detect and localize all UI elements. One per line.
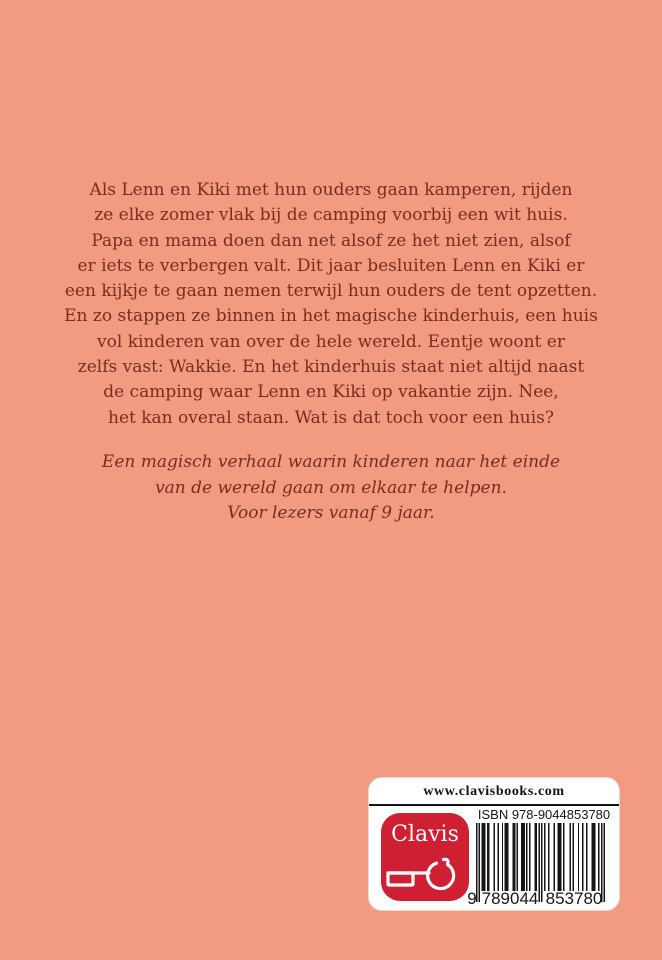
blurb-line: een kijkje te gaan nemen terwijl hun ouders de tent opzetten.	[64, 281, 598, 302]
ean-barcode	[464, 823, 605, 907]
svg-text:789044: 789044	[481, 889, 539, 907]
blurb-line: de camping waar Lenn en Kiki op vakantie zijn. Nee,	[103, 382, 559, 403]
blurb-line: het kan overal staan. Wat is dat toch voor een huis?	[108, 407, 554, 428]
svg-text:853780: 853780	[545, 889, 603, 907]
blurb-paragraph	[0, 178, 662, 431]
blurb-line: Papa en mama doen dan net alsof ze het niet zien, alsof	[91, 230, 571, 251]
blurb-line: er iets te verbergen valt. Dit jaar besluiten Lenn en Kiki er	[77, 255, 585, 276]
svg-text:9: 9	[467, 889, 477, 907]
blurb-line: zelfs vast: Wakkie. En het kinderhuis staat niet altijd naast	[77, 357, 585, 378]
blurb-line: ze elke zomer vlak bij de camping voorbij een wit huis.	[94, 205, 568, 226]
publisher-name: Clavis	[391, 822, 459, 847]
isbn-text: ISBN 978-9044853780	[477, 807, 611, 822]
blurb-line: En zo stappen ze binnen in het magische kinderhuis, een huis	[64, 306, 598, 327]
blurb-line: vol kinderen van over de hele wereld. Eentje woont er	[97, 331, 565, 352]
clavis-logo	[381, 813, 469, 901]
key-icon	[385, 857, 461, 895]
barcode-sticker	[368, 777, 620, 911]
tagline-line: van de wereld gaan om elkaar te helpen.	[155, 477, 507, 498]
tagline-line: Een magisch verhaal waarin kinderen naar het einde	[101, 452, 561, 472]
tagline-line: Voor lezers vanaf 9 jaar.	[227, 503, 435, 523]
tagline-paragraph	[0, 450, 662, 527]
blurb-line: Als Lenn en Kiki met hun ouders gaan kamperen, rijden	[89, 180, 573, 200]
publisher-website: www.clavisbooks.com	[369, 778, 619, 806]
